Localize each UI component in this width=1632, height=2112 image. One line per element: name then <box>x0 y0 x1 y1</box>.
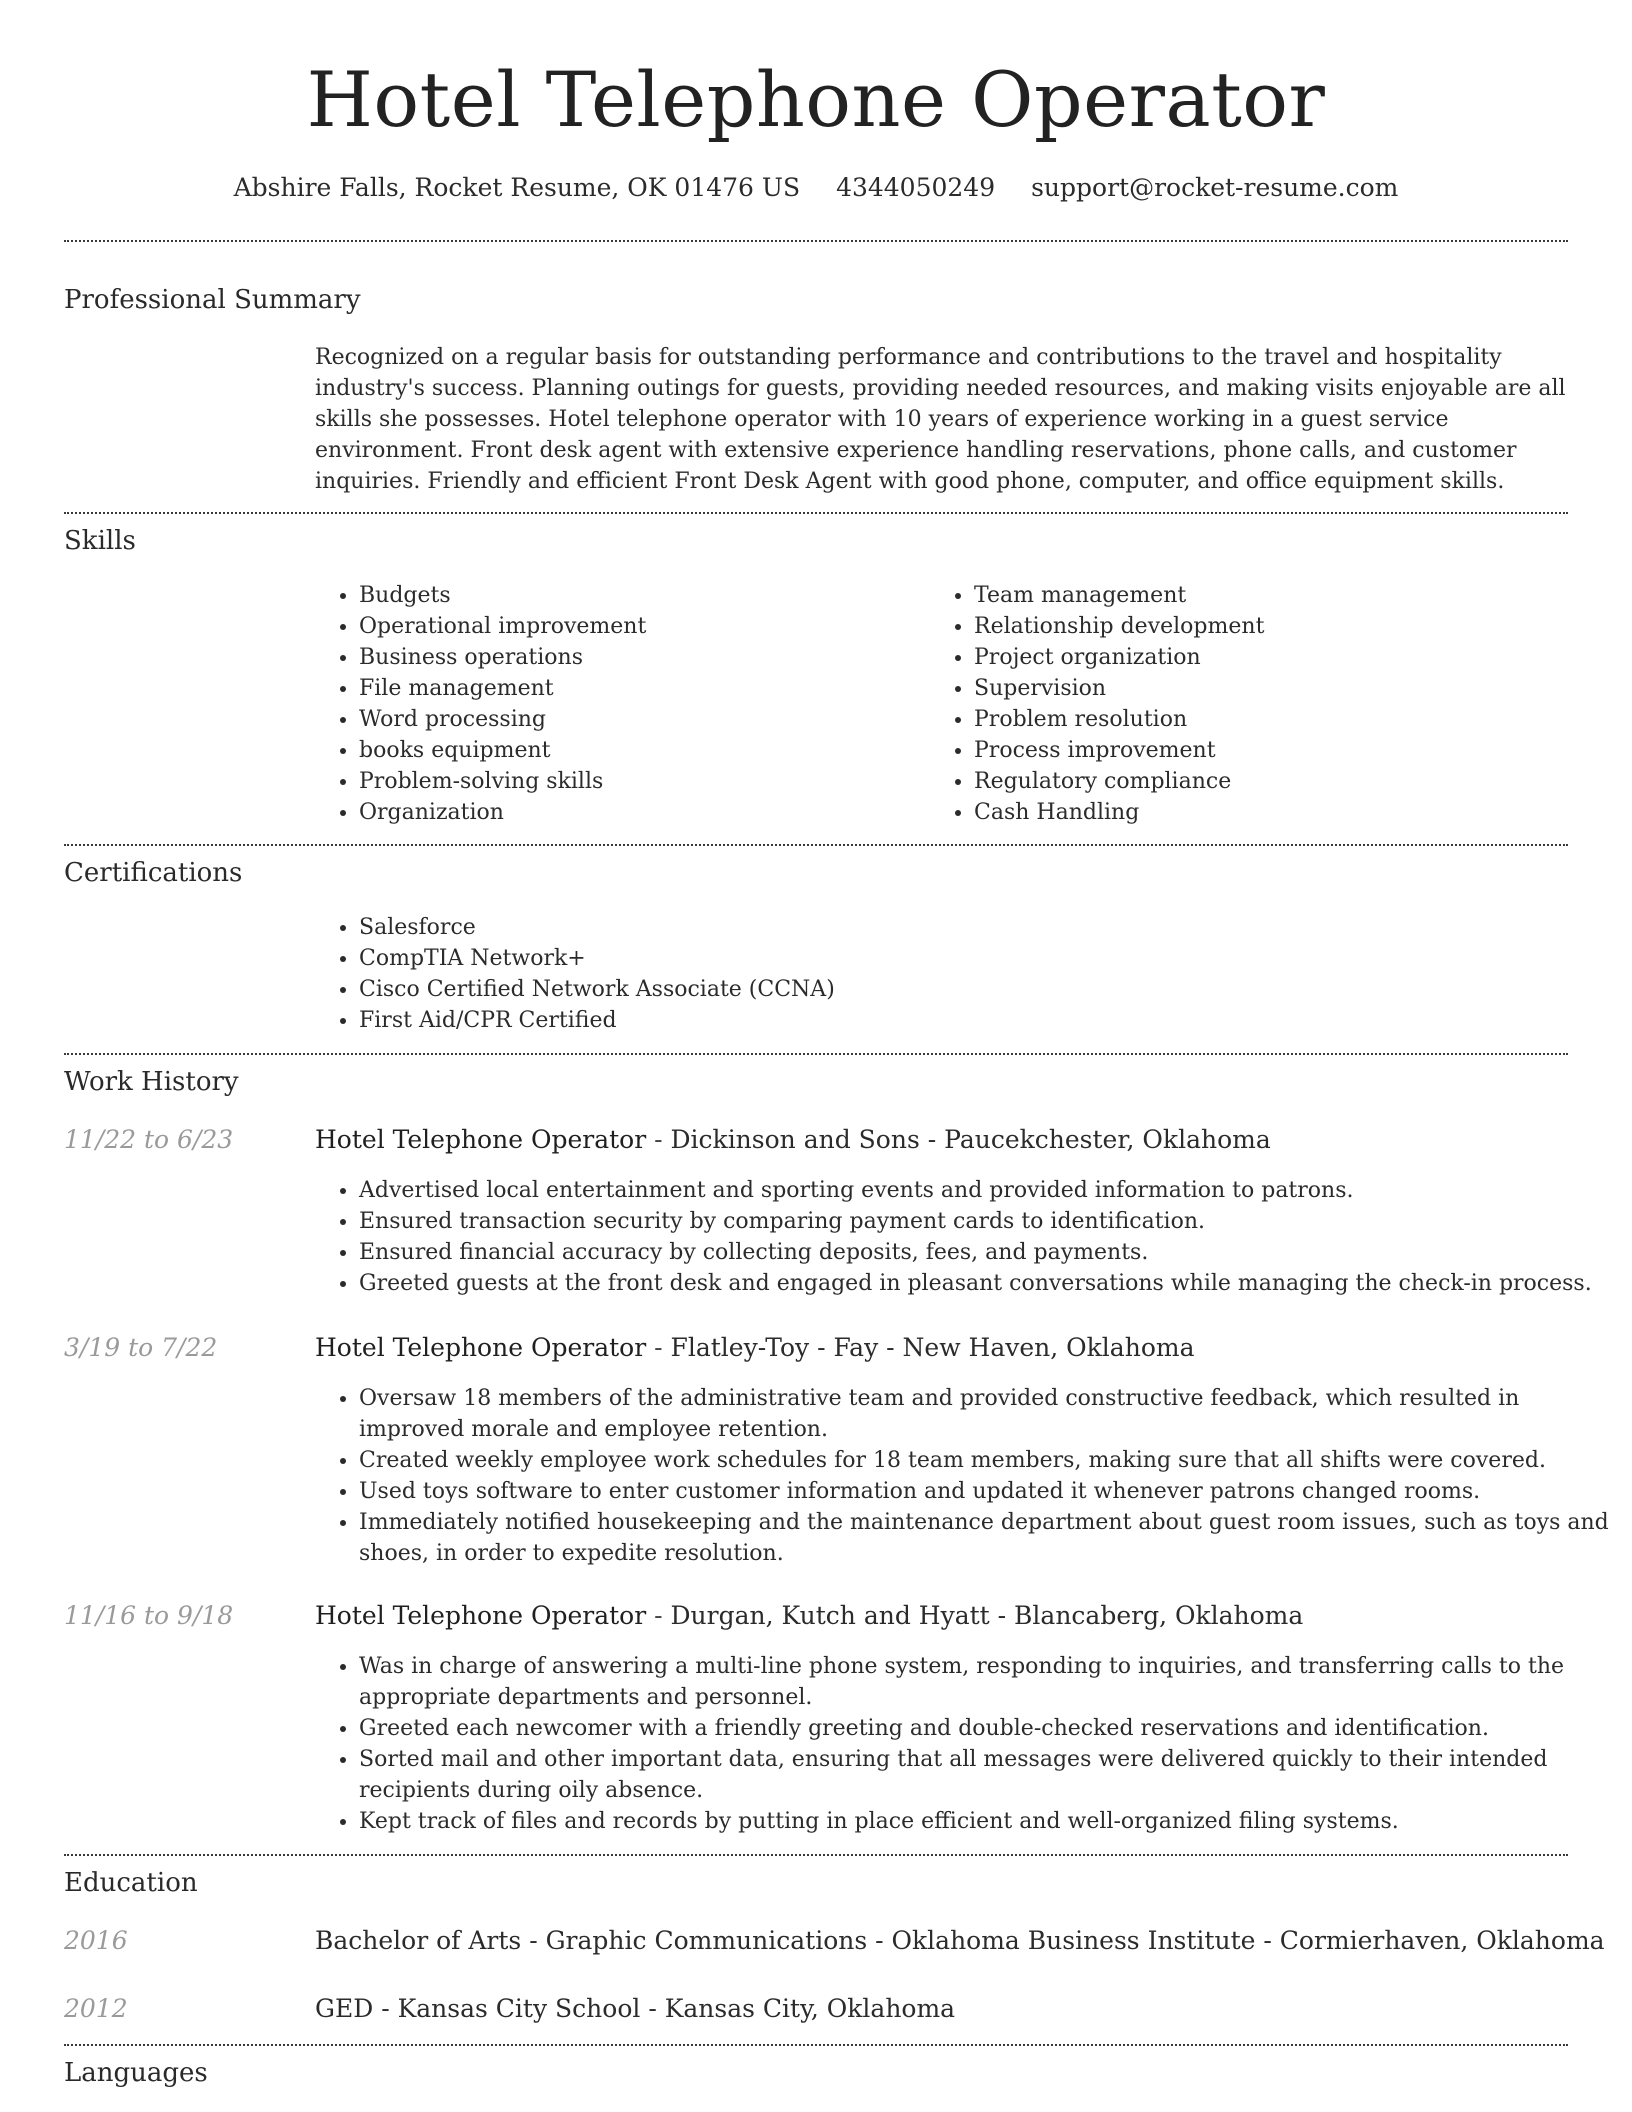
skill-item: • Regulatory compliance <box>974 766 1534 797</box>
divider <box>64 2044 1568 2046</box>
skill-item: • Project organization <box>974 642 1534 673</box>
job-bullet: • Ensured financial accuracy by collecting deposits, fees, and payments. <box>359 1237 1615 1268</box>
section-title-education: Education <box>64 1868 198 1898</box>
job-bullet: • Advertised local entertainment and sporting events and provided information to patrons. <box>359 1175 1615 1206</box>
job-heading: Hotel Telephone Operator - Durgan, Kutch and Hyatt - Blancaberg, Oklahoma <box>315 1601 1304 1630</box>
job-role: Hotel Telephone Operator <box>315 1601 647 1630</box>
job-bullet: • Oversaw 18 members of the administrative team and provided constructive feedback, which resulted in improved morale and employee retention. <box>359 1383 1615 1445</box>
job-bullet: • Greeted each newcomer with a friendly greeting and double-checked reservations and identification. <box>359 1713 1615 1744</box>
job-dates: 3/19 to 7/22 <box>64 1333 218 1362</box>
job-bullets <box>315 1651 1615 1837</box>
contact-phone: 4344050249 <box>836 173 996 202</box>
job-details: Flatley-Toy - Fay - New Haven, Oklahoma <box>670 1333 1195 1362</box>
skill-item: • Team management <box>974 580 1534 611</box>
skill-item: • books equipment <box>359 735 919 766</box>
job-heading: Hotel Telephone Operator - Flatley-Toy - Fay - New Haven, Oklahoma <box>315 1333 1195 1362</box>
job-bullet: • Was in charge of answering a multi-line phone system, responding to inquiries, and transferring calls to the appropriate departments and personnel. <box>359 1651 1615 1713</box>
summary-text: Recognized on a regular basis for outstanding performance and contributions to the travel and hospitality industry's success. Planning outings for guests, providing needed resources, and making visits enjoyable are all skills she possesses. Hotel telephone operator with 10 years of experience working in a guest service environment. Front desk agent with extensive experience handling reservations, phone calls, and customer inquiries. Friendly and efficient Front Desk Agent with good phone, computer, and office equipment skills. <box>315 345 1566 494</box>
section-title-work-history: Work History <box>64 1067 239 1097</box>
skill-item: • Relationship development <box>974 611 1534 642</box>
job-bullets <box>315 1175 1615 1299</box>
skill-item: • File management <box>359 673 919 704</box>
education-entry: GED - Kansas City School - Kansas City, Oklahoma <box>315 1994 956 2023</box>
divider <box>64 512 1568 514</box>
skill-item: • Cash Handling <box>974 797 1534 828</box>
skills-list-left <box>315 580 919 828</box>
divider <box>64 240 1568 242</box>
certification-item: • Cisco Certified Network Associate (CCNA) <box>359 974 1559 1005</box>
certification-item: • CompTIA Network+ <box>359 943 1559 974</box>
section-title-certifications: Certifications <box>64 858 243 888</box>
job-bullet: • Ensured transaction security by comparing payment cards to identification. <box>359 1206 1615 1237</box>
job-bullet: • Greeted guests at the front desk and engaged in pleasant conversations while managing the check-in process. <box>359 1268 1615 1299</box>
skill-item: • Operational improvement <box>359 611 919 642</box>
divider <box>64 1053 1568 1055</box>
contact-address: Abshire Falls, Rocket Resume, OK 01476 US <box>233 173 801 202</box>
divider <box>64 844 1568 846</box>
job-bullet: • Kept track of files and records by putting in place efficient and well-organized filing systems. <box>359 1806 1615 1837</box>
job-role: Hotel Telephone Operator <box>315 1125 647 1154</box>
section-title-skills: Skills <box>64 526 136 556</box>
section-title-languages: Languages <box>64 2058 208 2088</box>
job-bullet: • Immediately notified housekeeping and the maintenance department about guest room issues, such as toys and shoes, in order to expedite resolution. <box>359 1507 1615 1569</box>
certification-item: • Salesforce <box>359 912 1559 943</box>
divider <box>64 1854 1568 1856</box>
job-role: Hotel Telephone Operator <box>315 1333 647 1362</box>
job-bullet: • Created weekly employee work schedules for 18 team members, making sure that all shifts were covered. <box>359 1445 1615 1476</box>
skill-item: • Problem resolution <box>974 704 1534 735</box>
skill-item: • Supervision <box>974 673 1534 704</box>
job-bullet: • Used toys software to enter customer information and updated it whenever patrons changed rooms. <box>359 1476 1615 1507</box>
skills-list-right <box>930 580 1534 828</box>
skill-item: • Problem-solving skills <box>359 766 919 797</box>
candidate-name: Hotel Telephone Operator <box>306 55 1326 144</box>
job-dates: 11/22 to 6/23 <box>64 1125 234 1154</box>
contact-email: support@rocket-resume.com <box>1031 173 1399 202</box>
education-year: 2016 <box>64 1926 128 1955</box>
skill-item: • Organization <box>359 797 919 828</box>
skill-item: • Budgets <box>359 580 919 611</box>
job-details: Dickinson and Sons - Paucekchester, Oklahoma <box>670 1125 1271 1154</box>
section-title-summary: Professional Summary <box>64 285 361 315</box>
job-heading: Hotel Telephone Operator - Dickinson and Sons - Paucekchester, Oklahoma <box>315 1125 1271 1154</box>
job-bullet: • Sorted mail and other important data, ensuring that all messages were delivered quickly to their intended recipients during oily absence. <box>359 1744 1615 1806</box>
job-dates: 11/16 to 9/18 <box>64 1601 234 1630</box>
job-bullets <box>315 1383 1615 1569</box>
certification-item: • First Aid/CPR Certified <box>359 1005 1559 1036</box>
certifications-list <box>315 912 1559 1036</box>
education-year: 2012 <box>64 1994 128 2023</box>
skill-item: • Process improvement <box>974 735 1534 766</box>
education-entry: Bachelor of Arts - Graphic Communications - Oklahoma Business Institute - Cormierhaven, Oklahoma <box>315 1926 1605 1955</box>
job-details: Durgan, Kutch and Hyatt - Blancaberg, Oklahoma <box>670 1601 1304 1630</box>
contact-line <box>0 170 1632 206</box>
skill-item: • Business operations <box>359 642 919 673</box>
skill-item: • Word processing <box>359 704 919 735</box>
